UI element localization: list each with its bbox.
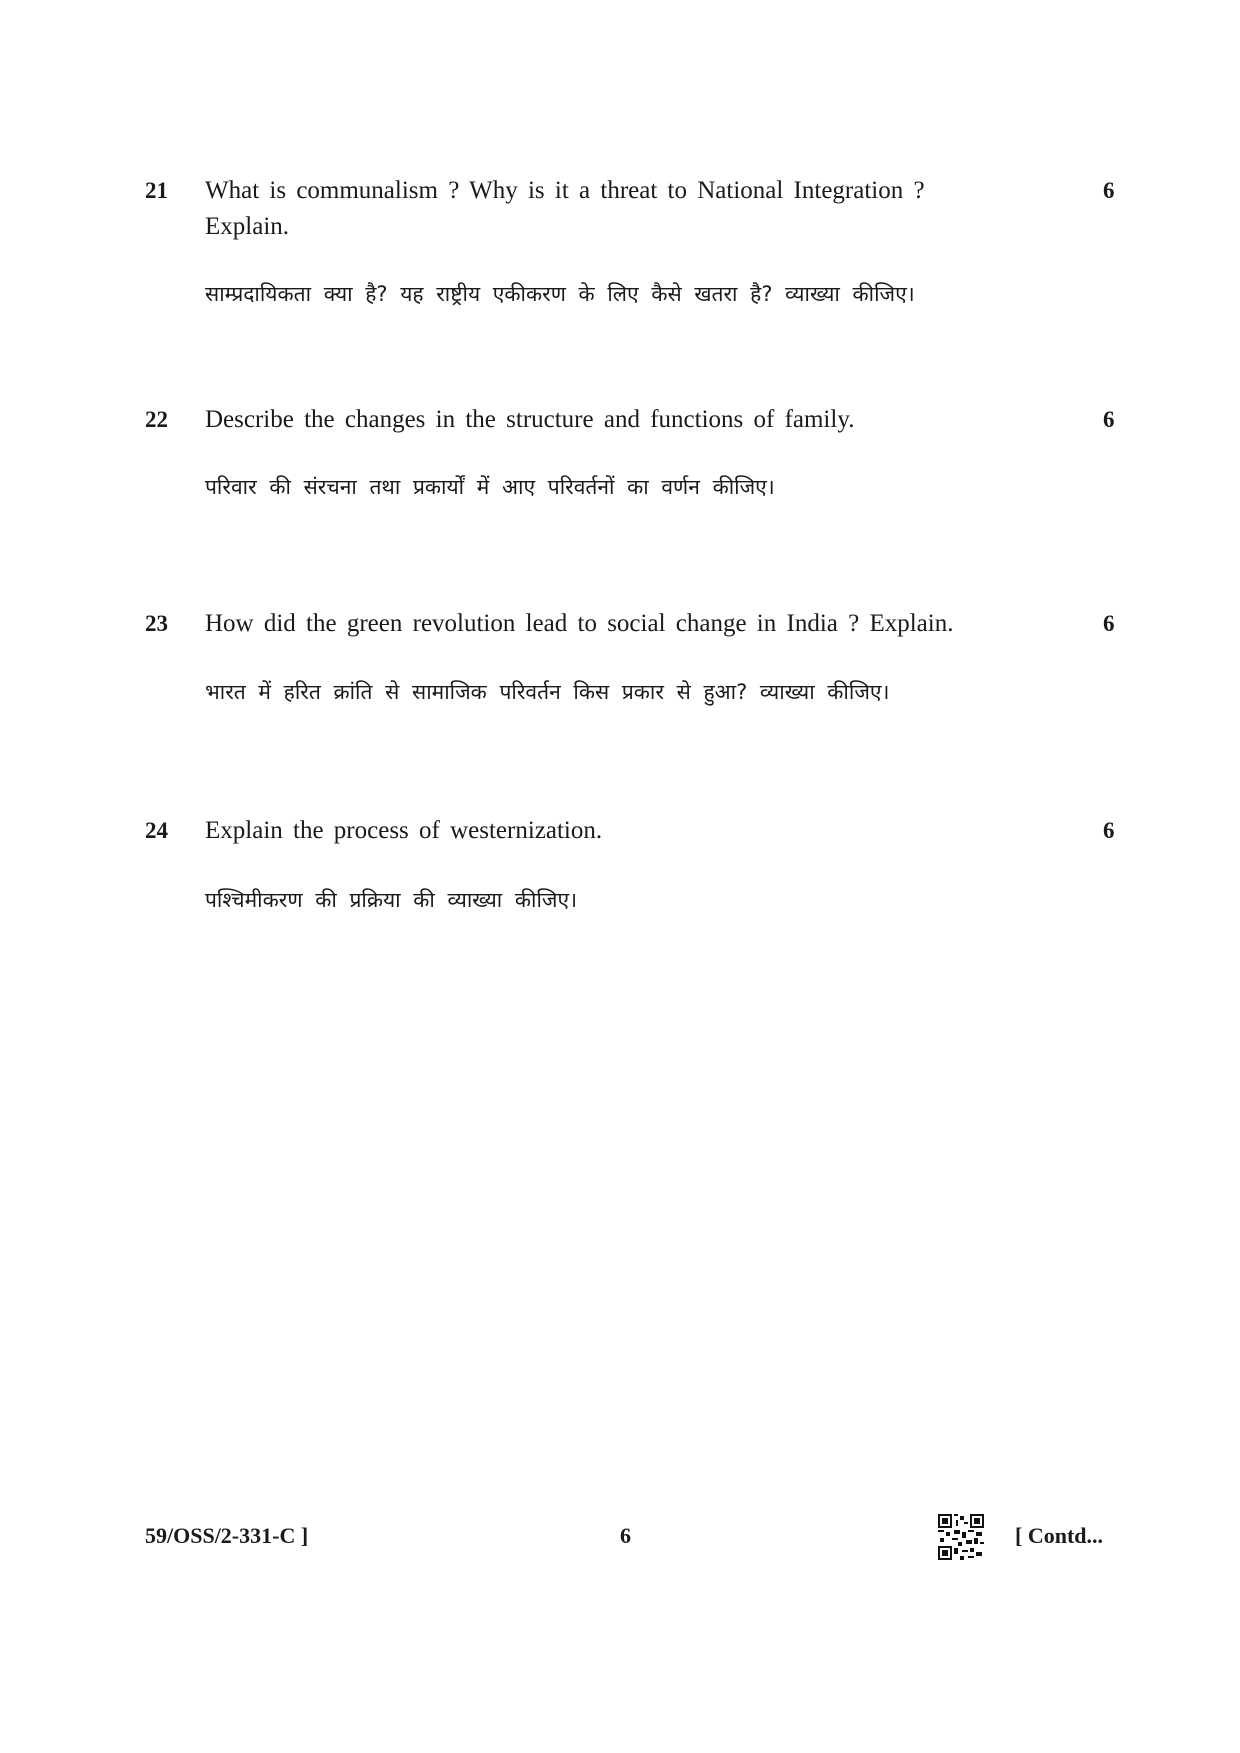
question-hindi-text: परिवार की संरचना तथा प्रकार्यों में आए परिवर्तनों का वर्णन कीजिए। <box>205 475 775 499</box>
paper-code: 59/OSS/2-331-C ] <box>145 1523 309 1548</box>
question-number: 23 <box>145 611 168 636</box>
question-number: 24 <box>145 818 168 843</box>
question-english-line: Explain the process of westernization. <box>205 817 603 844</box>
page-footer <box>0 1518 1240 1558</box>
continued-label: [ Contd... <box>1015 1523 1104 1548</box>
question-marks: 6 <box>1103 407 1115 432</box>
question-english-text <box>205 606 1035 642</box>
question-english-line: Explain. <box>205 213 290 240</box>
question-number: 21 <box>145 178 168 203</box>
page-number: 6 <box>620 1523 631 1548</box>
question-marks: 6 <box>1103 818 1115 843</box>
question-hindi-text: भारत में हरित क्रांति से सामाजिक परिवर्तन किस प्रकार से हुआ? व्याख्या कीजिए। <box>205 680 890 704</box>
question-english-line: How did the green revolution lead to social change in India ? Explain. <box>205 610 954 637</box>
question-english-text <box>205 173 1035 245</box>
question-marks: 6 <box>1103 178 1115 203</box>
qr-code-icon <box>938 1514 984 1560</box>
question-english-text <box>205 402 1035 438</box>
question-marks: 6 <box>1103 611 1115 636</box>
question-english-text <box>205 813 1035 849</box>
question-number: 22 <box>145 407 168 432</box>
question-english-line: What is communalism ? Why is it a threat to National Integration ? <box>205 177 925 204</box>
question-hindi-text: पश्चिमीकरण की प्रक्रिया की व्याख्या कीजिए। <box>205 888 578 912</box>
question-english-line: Describe the changes in the structure and functions of family. <box>205 406 855 433</box>
question-hindi-text: साम्प्रदायिकता क्या है? यह राष्ट्रीय एकीकरण के लिए कैसे खतरा है? व्याख्या कीजिए। <box>205 282 915 306</box>
